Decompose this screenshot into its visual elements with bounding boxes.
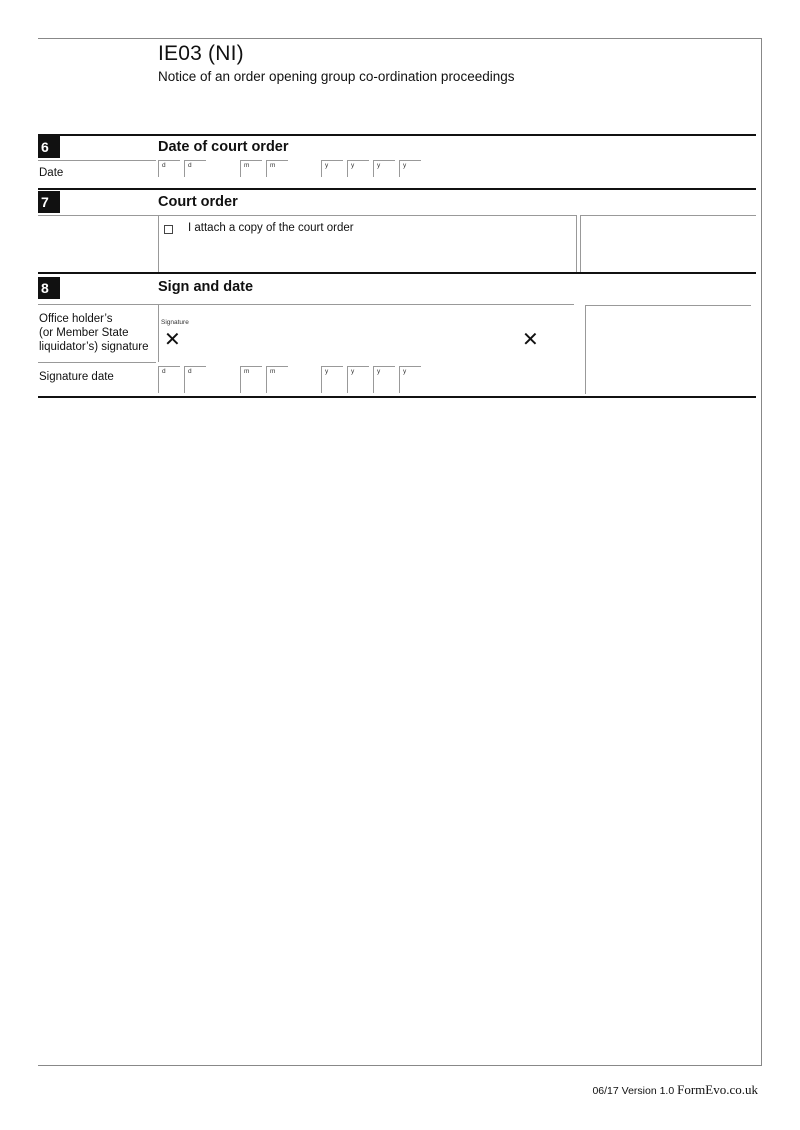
sig-date-box-d2[interactable]: d — [184, 366, 206, 393]
attach-court-order-label: I attach a copy of the court order — [188, 222, 354, 234]
section-8-number: 8 — [38, 277, 60, 299]
section-6-number: 6 — [38, 136, 60, 158]
page-bottom-rule — [38, 1065, 762, 1066]
sign-here-x-icon-right: ✕ — [522, 327, 539, 351]
section-7-right-rule — [576, 215, 577, 272]
page-top-rule — [38, 38, 762, 39]
signatory-label: Office holder’s (or Member State liquidator’s) signature — [39, 313, 149, 353]
signature-date-label-rule — [38, 362, 156, 363]
date-box-m2[interactable]: m — [266, 160, 288, 177]
footer-brand: FormEvo.co.uk — [677, 1082, 758, 1097]
date-box-m1[interactable]: m — [240, 160, 262, 177]
section-6-title: Date of court order — [158, 139, 289, 155]
signature-caption: Signature — [161, 319, 189, 326]
sig-date-box-m1[interactable]: m — [240, 366, 262, 393]
section-7-top-rule — [38, 215, 576, 216]
sig-date-box-m2[interactable]: m — [266, 366, 288, 393]
section-7-side-left-rule — [580, 215, 581, 272]
section-7-number: 7 — [38, 191, 60, 213]
section-8-side-top-rule — [585, 305, 751, 306]
page-right-rule — [761, 38, 762, 1066]
sig-date-box-y2[interactable]: y — [347, 366, 369, 393]
date-box-d1[interactable]: d — [158, 160, 180, 177]
signature-date-label: Signature date — [39, 371, 114, 383]
signature-left-rule — [158, 304, 159, 362]
signature-field[interactable] — [160, 305, 574, 361]
section-7-title: Court order — [158, 194, 238, 210]
section-6-rule — [38, 134, 756, 136]
date-label: Date — [39, 167, 64, 179]
date-box-d2[interactable]: d — [184, 160, 206, 177]
date-box-y4[interactable]: y — [399, 160, 421, 177]
footer-version: 06/17 Version 1.0 — [592, 1085, 675, 1097]
section-8-title: Sign and date — [158, 279, 254, 295]
form-subtitle: Notice of an order opening group co-ordination proceedings — [158, 69, 515, 84]
date-box-y1[interactable]: y — [321, 160, 343, 177]
section-8-bottom-rule — [38, 396, 756, 398]
sig-date-box-y1[interactable]: y — [321, 366, 343, 393]
sig-date-box-y4[interactable]: y — [399, 366, 421, 393]
footer — [592, 1082, 758, 1098]
attach-court-order-checkbox[interactable] — [164, 225, 173, 234]
date-box-y3[interactable]: y — [373, 160, 395, 177]
section-8-rule — [38, 272, 756, 274]
section-7-side-rule — [580, 215, 756, 216]
form-code: IE03 (NI) — [158, 42, 244, 65]
sig-date-box-d1[interactable]: d — [158, 366, 180, 393]
date-box-y2[interactable]: y — [347, 160, 369, 177]
section-7-rule — [38, 188, 756, 190]
section-7-left-rule — [158, 215, 159, 272]
section-6-label-rule — [38, 160, 156, 161]
section-8-side-left-rule — [585, 305, 586, 394]
sig-date-box-y3[interactable]: y — [373, 366, 395, 393]
sign-here-x-icon: ✕ — [164, 327, 181, 351]
